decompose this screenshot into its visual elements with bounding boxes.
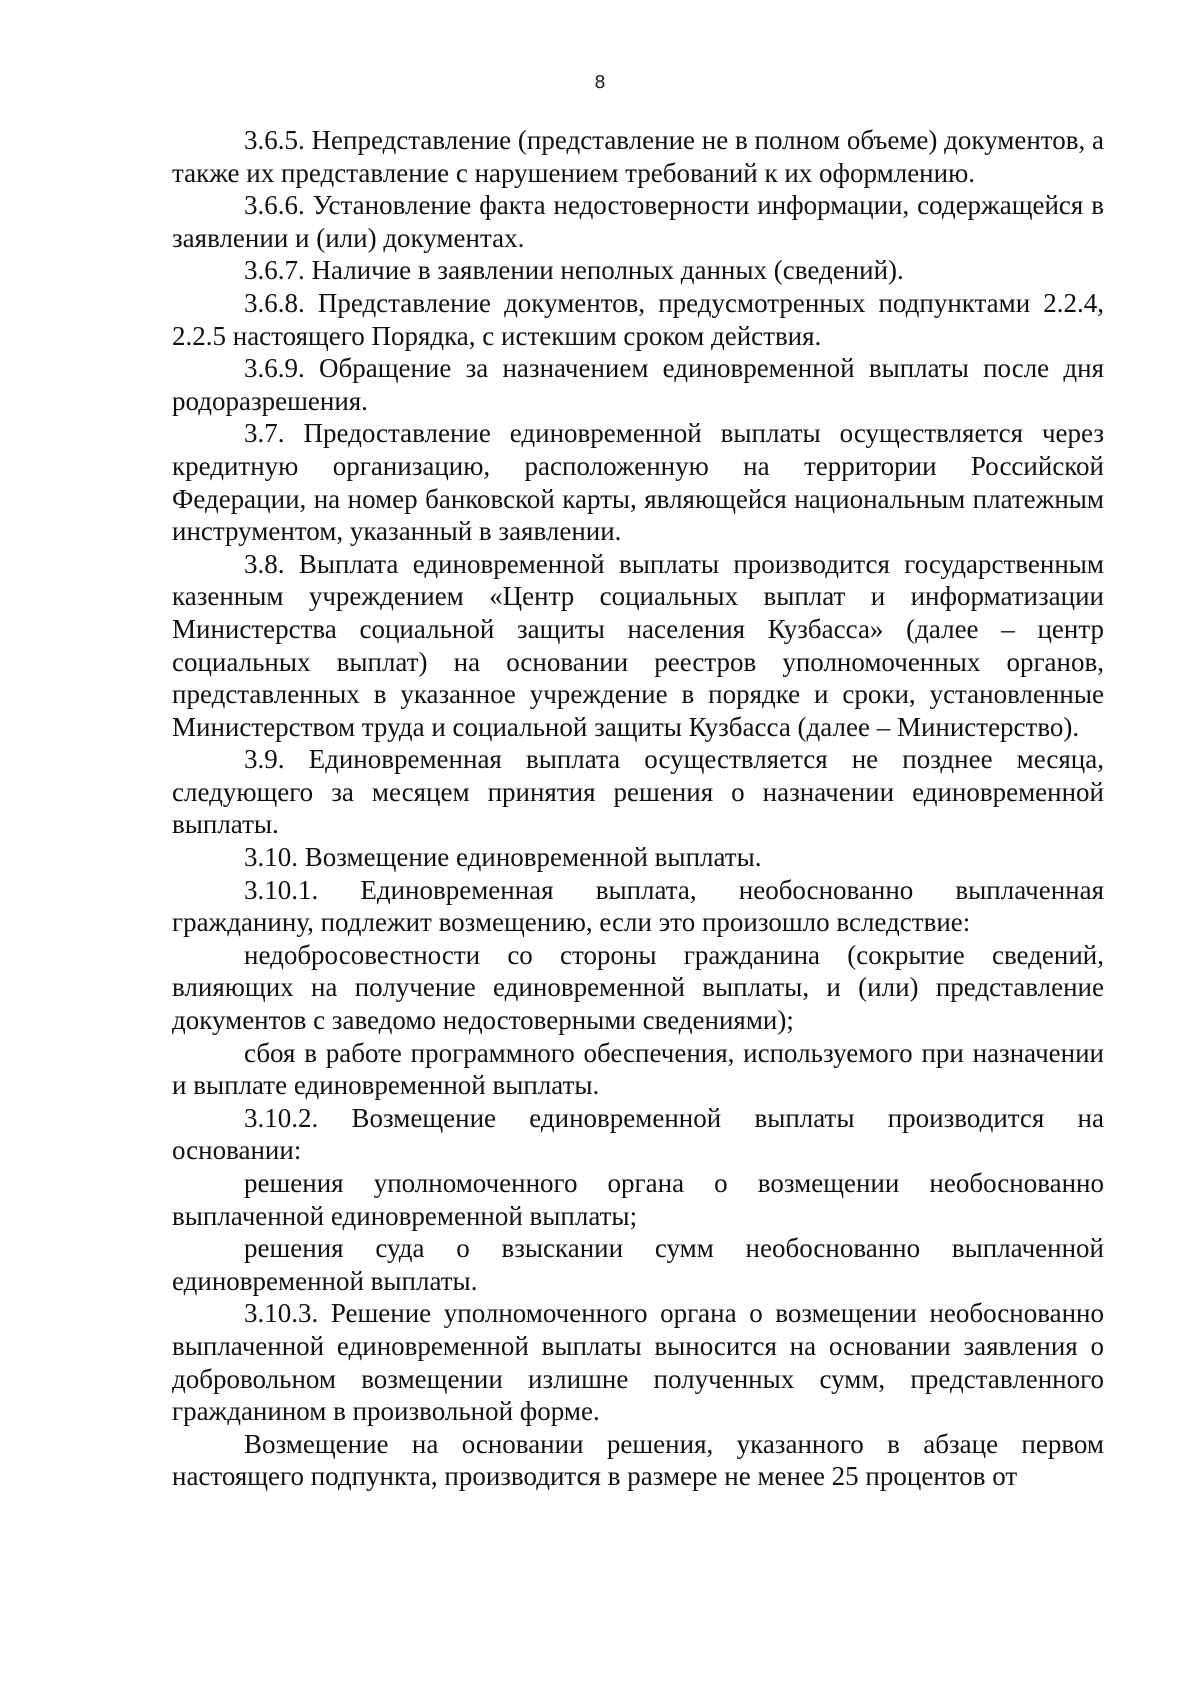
- paragraph-3-6-6: 3.6.6. Установление факта недостоверности информации, содержащейся в заявлении и (или) документах.: [172, 190, 1104, 253]
- paragraph-3-9: 3.9. Единовременная выплата осуществляется не позднее месяца, следующего за месяцем принятия решения о назначении единовременной выплаты.: [172, 744, 1104, 840]
- paragraph-3-6-7: 3.6.7. Наличие в заявлении неполных данных (сведений).: [244, 255, 904, 286]
- paragraph-3-10-2-item-1: решения уполномоченного органа о возмещении необоснованно выплаченной единовременной выплаты;: [172, 1168, 1104, 1231]
- paragraph-3-6-5: 3.6.5. Непредставление (представление не в полном объеме) документов, а также их представление с нарушением требований к их оформлению.: [172, 125, 1104, 188]
- paragraph-3-8: 3.8. Выплата единовременной выплаты производится государственным казенным учреждением «Центр социальных выплат и информатизации Министерства социальной защиты населения Кузбасса» (далее – центр социальных выплат) на основании реестров уполномоченных органов, представленных в указанное учреждение в порядке и сроки, установленные Министерством труда и социальной защиты Кузбасса (далее – Министерство).: [172, 548, 1104, 742]
- paragraph-3-10-2-item-2: решения суда о взыскании сумм необоснованно выплаченной единовременной выплаты.: [172, 1233, 1104, 1296]
- paragraph-3-6-8: 3.6.8. Представление документов, предусмотренных подпунктами 2.2.4, 2.2.5 настоящего Порядка, с истекшим сроком действия.: [172, 287, 1104, 351]
- paragraph-3-10: 3.10. Возмещение единовременной выплаты.: [244, 842, 762, 873]
- paragraph-3-10-1-item-1: недобросовестности со стороны гражданина (сокрытие сведений, влияющих на получение единовременной выплаты, и (или) представление документов с заведомо недостоверными сведениями);: [172, 939, 1104, 1036]
- paragraph-3-10-3: 3.10.3. Решение уполномоченного органа о возмещении необоснованно выплаченной единовременной выплаты выносится на основании заявления о добровольном возмещении излишне полученных сумм, представленного гражданином в произвольной форме.: [172, 1298, 1104, 1427]
- paragraph-3-10-1: 3.10.1. Единовременная выплата, необоснованно выплаченная гражданину, подлежит возмещению, если это произошло вследствие:: [172, 874, 1104, 938]
- page-number: 8: [594, 72, 606, 93]
- paragraph-3-10-2: 3.10.2. Возмещение единовременной выплаты производится на основании:: [172, 1102, 1104, 1166]
- document-body: [172, 124, 1104, 1493]
- paragraph-3-10-3-continuation: Возмещение на основании решения, указанного в абзаце первом настоящего подпункта, производится в размере не менее 25 процентов от: [172, 1428, 1104, 1492]
- paragraph-3-7: 3.7. Предоставление единовременной выплаты осуществляется через кредитную организацию, расположенную на территории Российской Федерации, на номер банковской карты, являющейся национальным платежным инструментом, указанный в заявлении.: [172, 418, 1104, 547]
- paragraph-3-6-9: 3.6.9. Обращение за назначением единовременной выплаты после дня родоразрешения.: [172, 353, 1104, 416]
- paragraph-3-10-1-item-2: сбоя в работе программного обеспечения, используемого при назначении и выплате единовременной выплаты.: [172, 1037, 1104, 1101]
